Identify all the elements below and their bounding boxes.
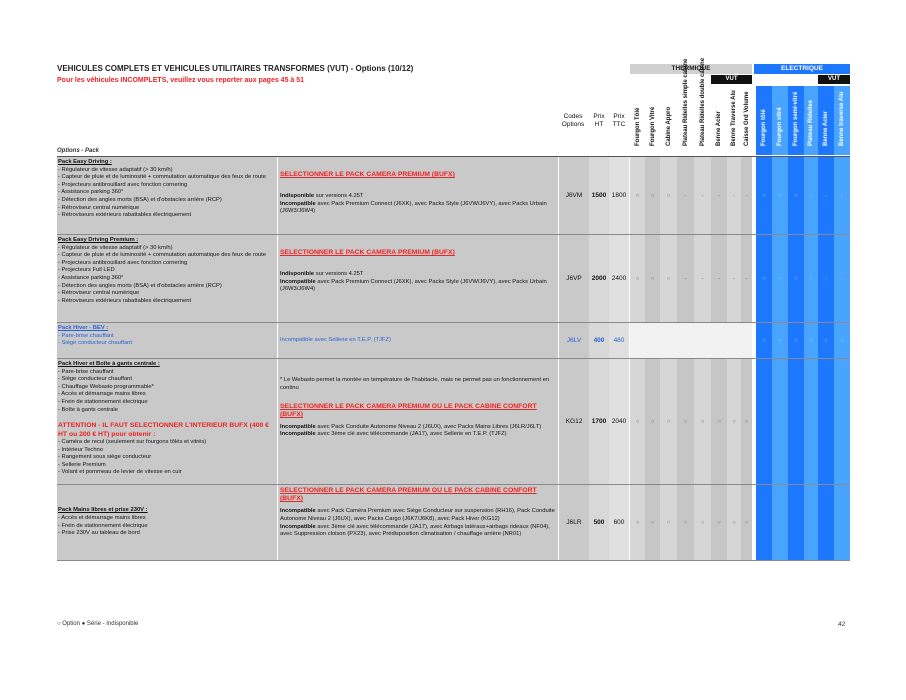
vehicle-column-header	[818, 86, 834, 155]
vehicle-column-label: Benne Acier	[823, 111, 829, 146]
pack-notes	[278, 485, 558, 560]
availability-cell: ○	[788, 323, 804, 358]
availability-cells	[630, 485, 850, 560]
incompatible-text: avec Pack Premium Connect (J6XK), avec Packs Style (J6VW/J6VY), avec Packs Urbain (J6W3/J6W4)	[280, 200, 547, 215]
availability-cell: ○	[645, 157, 660, 234]
pack-item: - Sellerie Premium	[58, 461, 106, 468]
pack-item: - Régulateur de vitesse adaptatif (> 30 km/h)	[58, 244, 173, 251]
availability-cell: ○	[694, 485, 711, 560]
table-row	[57, 485, 850, 560]
group-header-thermique: THERMIQUE	[630, 64, 752, 74]
vehicle-column-label: Fourgon vitré	[777, 107, 783, 146]
options-pack-label: Options - Pack	[57, 148, 100, 154]
select-pack-note: SELECTIONNER LE PACK CAMERA PREMIUM (BUFX)	[280, 249, 455, 256]
price-ttc: 2400	[609, 235, 629, 322]
incompatible-label: Incompatible	[280, 278, 316, 285]
group-header-electrique: ELECTRIQUE	[754, 64, 850, 74]
pack-title: Pack Hiver et Boîte à gants centrale :	[58, 361, 160, 367]
pack-item: - Intérieur Techno	[58, 446, 104, 453]
availability-cell: ○	[772, 235, 788, 322]
ttc-label: TTC	[612, 121, 626, 128]
availability-cells	[630, 359, 850, 484]
vehicle-column-header	[711, 86, 727, 155]
incompatible-text: avec Pack Conduite Autonome Niveau 2 (J6UX), avec Packs Mains Libres (J6LR/J6LT)	[315, 423, 542, 430]
attention-note: ATTENTION - IL FAUT SELECTIONNER L'INTERIEUR BUFX (400 € HT ou 200 € HT) pour obtenir :	[58, 422, 269, 438]
vehicle-column-header	[645, 86, 660, 155]
legend: ○ Option ● Série - Indisponible	[57, 621, 139, 627]
price-ttc: 600	[609, 485, 629, 560]
pack-item: - Boîte à gants centrale	[58, 406, 118, 413]
vehicle-column-header	[788, 86, 804, 155]
availability-cell: -	[677, 157, 694, 234]
incompatible-text: avec Pack Caméra Premium avec Siège Conducteur sur suspension (RH16), Pack Conduite Autonome Niveau 2 (J6UX), avec Packs Cargo (J6K7/J6K8), avec Pack Hiver (KG12)	[280, 508, 555, 522]
availability-cell	[834, 485, 850, 560]
table-row	[57, 323, 850, 358]
availability-cell	[645, 323, 660, 358]
pack-description	[57, 235, 277, 322]
prix-label: Prix	[613, 113, 625, 120]
page-title: VEHICULES COMPLETS ET VEHICULES UTILITAIRES TRANSFORMES (VUT) - Options (10/12)	[57, 64, 414, 73]
availability-cell: ○	[630, 485, 645, 560]
availability-cell: ○	[630, 157, 645, 234]
pack-item: - Projecteurs antibrouillard avec fonction cornering	[58, 259, 188, 266]
availability-cell: ○	[630, 359, 645, 484]
incompatible-text: avec 3ème clé avec télécommande (JA17), avec Sellerie en T.E.P. (TJFZ)	[315, 431, 507, 438]
availability-cell	[772, 485, 788, 560]
availability-cell: -	[804, 157, 818, 234]
availability-cell: ○	[788, 235, 804, 322]
pack-title: Pack Easy Driving :	[58, 159, 112, 165]
availability-cell	[818, 485, 834, 560]
pack-description	[57, 323, 277, 358]
vehicle-column-label: Caisse Grd Volume	[743, 91, 750, 146]
pack-item: - Volant et pommeau de levier de vitesse en cuir	[58, 469, 182, 476]
option-code: J6VP	[559, 235, 589, 322]
availability-cell: -	[727, 235, 741, 322]
availability-cell: ○	[660, 157, 677, 234]
price-ht: 2000	[589, 235, 609, 322]
availability-cell: ○	[727, 485, 741, 560]
availability-cell: -	[711, 157, 727, 234]
pack-item: - Accès et démarrage mains libres	[58, 514, 146, 521]
vehicle-column-header	[756, 86, 772, 155]
pack-title: Pack Easy Driving Premium :	[58, 237, 139, 243]
select-pack-note: SELECTIONNER LE PACK CAMERA PREMIUM OU LE PACK CABINE CONFORT (BUFX)	[280, 403, 537, 419]
price-ht: 1700	[589, 359, 609, 484]
vehicle-column-header	[630, 86, 645, 155]
indisponible-label: Indisponible	[280, 271, 315, 278]
pack-item: - Assistance parking 360°	[58, 274, 124, 281]
vehicle-column-header	[804, 86, 818, 155]
availability-cell: ○	[711, 485, 727, 560]
vehicle-column-header	[677, 58, 694, 155]
availability-cell: ○	[660, 485, 677, 560]
availability-cell: ○	[645, 359, 660, 484]
row-divider	[57, 560, 850, 561]
option-code: KG12	[559, 359, 589, 484]
pack-item: - Chauffage Webasto programmable*	[58, 383, 154, 390]
pack-notes	[278, 235, 558, 322]
webasto-note: * Le Webasto permet la montée en température de l'habitacle, mais ne permet pas un fonctionnement en continu	[280, 377, 550, 391]
prix-ttc-column-header	[609, 113, 629, 129]
incompatible-label: Incompatible	[280, 337, 313, 343]
vehicle-column-header	[727, 86, 741, 155]
availability-cell: ○	[660, 235, 677, 322]
pack-item: - Projecteurs antibrouillard avec fonction cornering	[58, 181, 188, 188]
page-number: 42	[838, 621, 846, 628]
availability-cell: ○	[741, 485, 752, 560]
availability-cell	[818, 359, 834, 484]
vehicle-column-label: Benne Traverse Alu	[731, 90, 737, 146]
availability-cell	[804, 359, 818, 484]
availability-cell: ○	[756, 323, 772, 358]
availability-cell	[756, 359, 772, 484]
incompatible-label: Incompatible	[280, 508, 316, 515]
availability-cells	[630, 235, 850, 322]
availability-cell: ○	[818, 323, 834, 358]
availability-cells	[630, 157, 850, 234]
option-code: J6LV	[559, 323, 589, 358]
pack-description	[57, 485, 277, 560]
indisponible-text: sur versions 4.25T	[314, 193, 364, 200]
pack-item: - Rétroviseurs extérieurs rabattables électriquement	[58, 212, 192, 219]
availability-cell: ○	[772, 323, 788, 358]
pack-title: Pack Mains libres et prise 230V :	[58, 507, 148, 514]
pack-item: - Frein de stationnement électrique	[58, 522, 148, 529]
vehicle-column-header	[694, 57, 711, 155]
pack-notes	[278, 323, 558, 358]
incompatible-text: avec Sellerie en T.E.P. (TJFZ)	[312, 337, 391, 343]
availability-cell: -	[694, 235, 711, 322]
vehicle-column-label: Fourgon Tôlé	[634, 107, 641, 146]
availability-cell	[804, 485, 818, 560]
pack-item: - Régulateur de vitesse adaptatif (> 30 km/h)	[58, 166, 173, 173]
pack-item: - Accès et démarrage mains libres	[58, 391, 146, 398]
page-subtitle: Pour les véhicules INCOMPLETS, veuillez vous reporter aux pages 45 à 51	[57, 77, 305, 84]
table-row	[57, 235, 850, 322]
option-code: J6VM	[559, 157, 589, 234]
vehicle-column-label: Plateau Ridelles	[808, 99, 814, 146]
pack-item: - Rétroviseur central numérique	[58, 204, 140, 211]
price-ht: 500	[589, 485, 609, 560]
table-row	[57, 157, 850, 234]
availability-cell: ○	[788, 157, 804, 234]
pack-item: - Siège conducteur chauffant	[58, 376, 133, 383]
incompatible-label: Incompatible	[280, 523, 316, 530]
pack-item: - Rétroviseurs extérieurs rabattables électriquement	[58, 297, 192, 304]
availability-cell: ○	[772, 157, 788, 234]
pack-description	[57, 359, 277, 484]
vehicle-column-label: Benne Acier	[716, 111, 722, 146]
availability-cell: ○	[645, 235, 660, 322]
availability-cell: ○	[694, 359, 711, 484]
pack-item: - Détection des angles morts (BSA) et d'obstacles arrière (RCP)	[58, 196, 222, 203]
select-pack-note: SELECTIONNER LE PACK CAMERA PREMIUM OU LE PACK CABINE CONFORT (BUFX)	[280, 487, 537, 503]
vehicle-column-label: Cabine Appro	[665, 106, 672, 146]
pack-title: Pack Hiver - BEV :	[58, 325, 109, 331]
codes-label: Codes	[563, 113, 583, 120]
vehicle-column-header	[772, 86, 788, 155]
availability-cell: ○	[756, 157, 772, 234]
incompatible-text: avec 3ème clé avec télécommande (JA17), avec Airbags latéraux+airbags rideaux (NF04), avec Suppression cloison (PX23), avec Prédisposition climatisation / chauffage arrière (NR01)	[280, 523, 550, 538]
codes-column-header	[559, 113, 587, 129]
vehicle-column-label: Benne traverse Alu	[839, 91, 845, 146]
pack-item: - Capteur de pluie et de luminosité + commutation automatique des feux de route	[58, 252, 267, 259]
availability-cell	[727, 323, 741, 358]
availability-cell: -	[677, 235, 694, 322]
vehicle-column-label: Fourgon tôlé	[761, 109, 767, 146]
availability-cell	[677, 323, 694, 358]
availability-cell: -	[694, 157, 711, 234]
availability-cell: -	[741, 157, 752, 234]
pack-item: - Détection des angles morts (BSA) et d'obstacles arrière (RCP)	[58, 282, 222, 289]
pack-item: - Capteur de pluie et de luminosité + commutation automatique des feux de route	[58, 174, 267, 181]
availability-cell: ○	[677, 359, 694, 484]
vehicle-column-header	[741, 86, 752, 155]
pack-notes	[278, 359, 558, 484]
availability-cell: -	[818, 157, 834, 234]
price-ht: 400	[589, 323, 609, 358]
availability-cell: -	[834, 235, 850, 322]
availability-cell: ○	[711, 359, 727, 484]
availability-cell: ○	[645, 485, 660, 560]
availability-cell	[694, 323, 711, 358]
availability-cell: ○	[804, 323, 818, 358]
pack-item: - Caméra de recul (seulement sur fourgons tôlés et vitrés)	[58, 438, 207, 445]
availability-cell	[788, 359, 804, 484]
pack-item: - Rétroviseur central numérique	[58, 290, 140, 297]
availability-cell	[711, 323, 727, 358]
pack-description	[57, 157, 277, 234]
vehicle-column-label: Plateau Ridelles simple cabine	[682, 58, 689, 146]
prix-ht-column-header	[589, 113, 609, 129]
incompatible-label: Incompatible	[280, 423, 316, 430]
options-label: Options	[561, 121, 585, 128]
price-ttc: 2040	[609, 359, 629, 484]
availability-cell: ○	[834, 323, 850, 358]
availability-cell: -	[804, 235, 818, 322]
pack-item: - Prise 230V au tableau de bord	[58, 530, 140, 537]
pack-item: - Siège conducteur chauffant	[58, 340, 133, 347]
availability-cell: ○	[727, 359, 741, 484]
vehicle-column-label: Fourgon semi-vitré	[793, 91, 799, 146]
availability-cell: ○	[677, 485, 694, 560]
table-row	[57, 359, 850, 484]
availability-cell: ○	[741, 359, 752, 484]
vehicle-column-header	[834, 86, 850, 155]
pack-item: - Assistance parking 360°	[58, 189, 124, 196]
availability-cell: -	[727, 157, 741, 234]
vehicle-column-label: Fourgon Vitré	[649, 106, 656, 146]
incompatible-label: Incompatible	[280, 431, 316, 438]
select-pack-note: SELECTIONNER LE PACK CAMERA PREMIUM (BUFX)	[280, 171, 455, 178]
availability-cell: -	[711, 235, 727, 322]
prix-label: Prix	[593, 113, 605, 120]
availability-cell: -	[818, 235, 834, 322]
availability-cell: -	[741, 235, 752, 322]
pack-item: - Rangement sous siège conducteur	[58, 454, 152, 461]
availability-cell: ○	[630, 235, 645, 322]
incompatible-label: Incompatible	[280, 200, 316, 207]
availability-cell: ○	[660, 359, 677, 484]
availability-cell: -	[834, 157, 850, 234]
availability-cell	[660, 323, 677, 358]
availability-cell	[630, 323, 645, 358]
pack-item: - Pare-brise chauffant	[58, 332, 114, 339]
availability-cell	[741, 323, 752, 358]
vut-header-electrique: VUT	[818, 75, 850, 84]
ht-label: HT	[594, 121, 604, 128]
price-ttc: 480	[609, 323, 629, 358]
availability-cell: ○	[756, 235, 772, 322]
option-code: J6LR	[559, 485, 589, 560]
pack-item: - Pare-brise chauffant	[58, 368, 114, 375]
price-ttc: 1800	[609, 157, 629, 234]
vehicle-column-label: Plateau Ridelles double cabine	[699, 57, 706, 146]
availability-cell	[772, 359, 788, 484]
incompatible-text: avec Pack Premium Connect (J6XK), avec Packs Style (J6VW/J6VY), avec Packs Urbain (J6W3/J6W4)	[280, 278, 547, 293]
availability-cell	[756, 485, 772, 560]
indisponible-text: sur versions 4.25T	[314, 271, 364, 278]
availability-cell	[788, 485, 804, 560]
vut-header-thermique: VUT	[711, 75, 752, 84]
availability-cells	[630, 323, 850, 358]
availability-cell	[834, 359, 850, 484]
indisponible-label: Indisponible	[280, 193, 315, 200]
vehicle-column-header	[660, 86, 677, 155]
pack-item: - Frein de stationnement électrique	[58, 398, 148, 405]
pack-notes	[278, 157, 558, 234]
pack-item: - Projecteurs Full LED	[58, 267, 115, 274]
price-ht: 1500	[589, 157, 609, 234]
